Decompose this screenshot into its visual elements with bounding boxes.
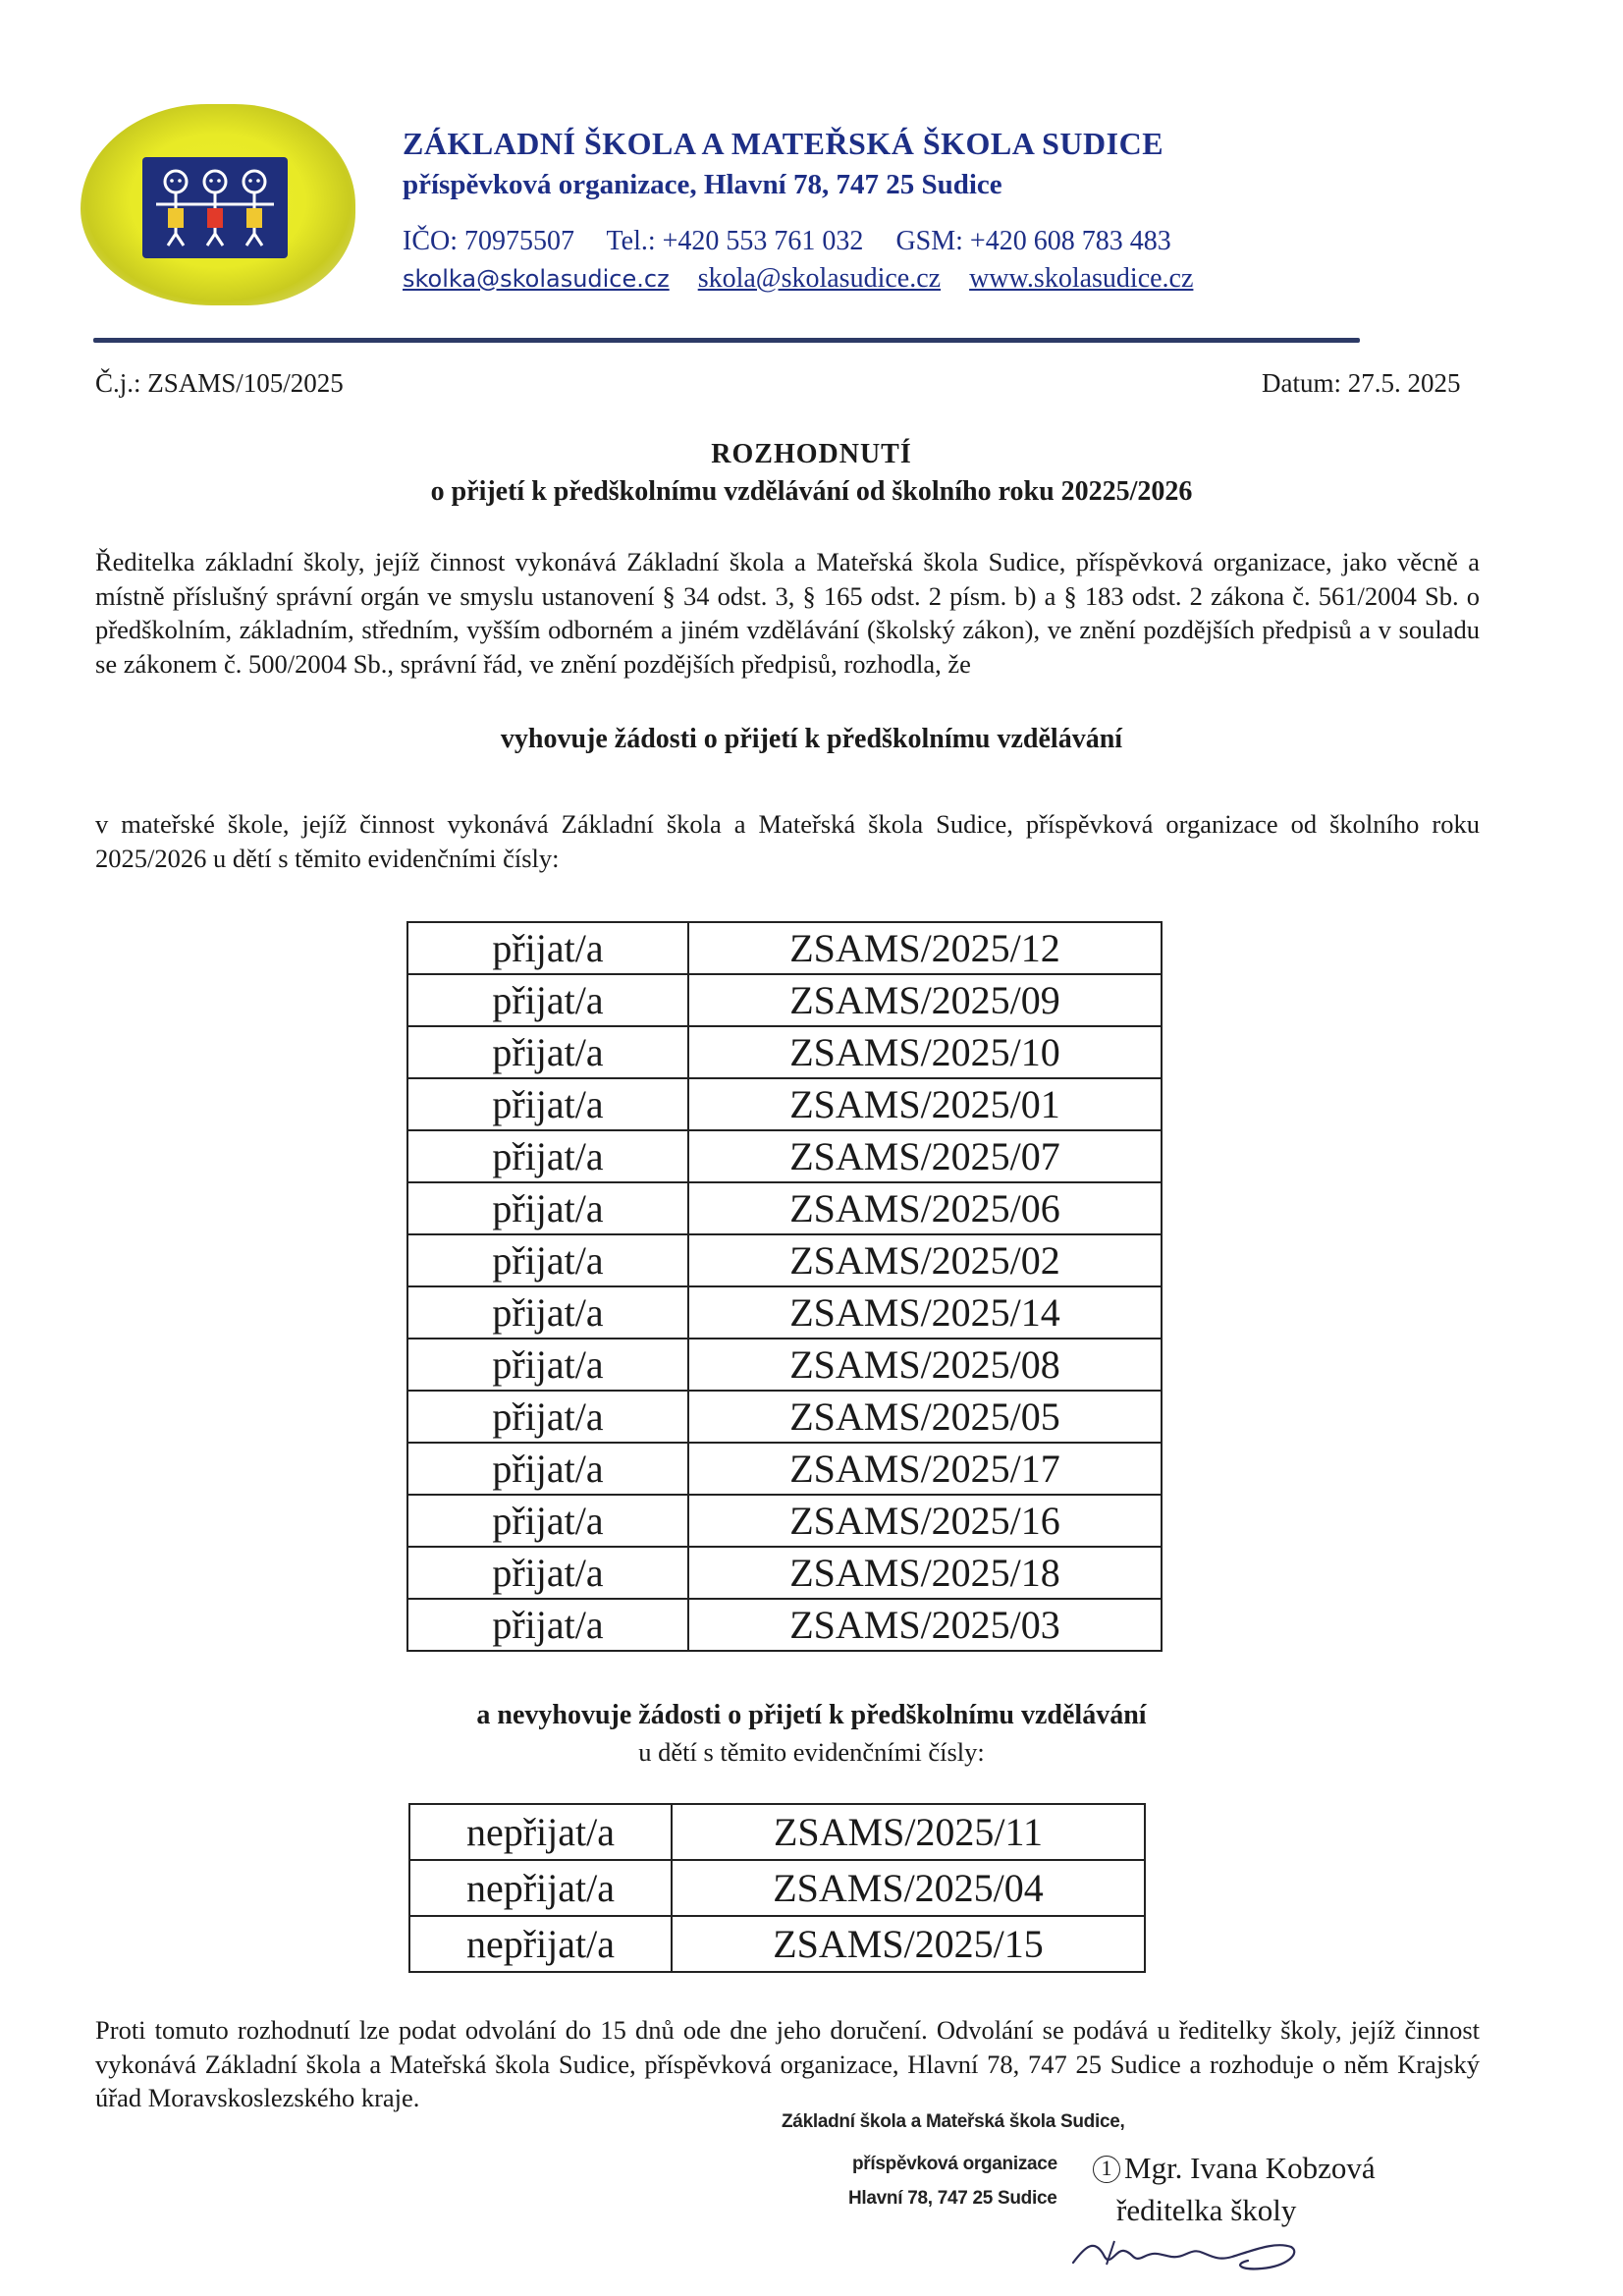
signatory-name xyxy=(1093,2151,1376,2186)
registration-number-cell: ZSAMS/2025/02 xyxy=(688,1234,1162,1286)
registration-number-cell: ZSAMS/2025/04 xyxy=(672,1860,1145,1916)
website-link[interactable]: www.skolasudice.cz xyxy=(969,263,1194,294)
links-row xyxy=(403,263,1215,295)
status-cell: přijat/a xyxy=(407,974,688,1026)
table-row xyxy=(407,1078,1162,1130)
school-name: ZÁKLADNÍ ŠKOLA A MATEŘSKÁ ŠKOLA SUDICE xyxy=(403,126,1164,161)
stamp-line-3: Hlavní 78, 747 25 Sudice xyxy=(848,2188,1057,2209)
registration-number-cell: ZSAMS/2025/03 xyxy=(688,1599,1162,1651)
registration-number-cell: ZSAMS/2025/14 xyxy=(688,1286,1162,1339)
registration-number-cell: ZSAMS/2025/05 xyxy=(688,1391,1162,1443)
registration-number-cell: ZSAMS/2025/16 xyxy=(688,1495,1162,1547)
table-row xyxy=(407,1130,1162,1182)
status-cell: nepřijat/a xyxy=(409,1860,672,1916)
status-cell: přijat/a xyxy=(407,1234,688,1286)
signatory-name-text: Mgr. Ivana Kobzová xyxy=(1124,2151,1376,2185)
appeal-text: Proti tomuto rozhodnutí lze podat odvolání do 15 dnů ode dne jeho doručení. Odvolání se podává u ředitelky školy, jejíž činnost vykonává Základní škola a Mateřská škola Sudice, příspěvková organizace, Hlavní 78, 747 25 Sudice a rozhoduje o něm Krajský úřad Moravskoslezského kraje. xyxy=(95,2015,1480,2112)
table-row xyxy=(407,1391,1162,1443)
document-date: Datum: 27.5. 2025 xyxy=(1262,368,1461,398)
decision-reject-heading: a nevyhovuje žádosti o přijetí k předškolnímu vzdělávání xyxy=(476,1700,1147,1730)
table-row xyxy=(407,1026,1162,1078)
stamp-line-1: Základní škola a Mateřská škola Sudice, xyxy=(782,2111,1125,2132)
signatory-marker: 1 xyxy=(1093,2156,1120,2183)
intro-text: Ředitelka základní školy, jejíž činnost vykonává Základní škola a Mateřská škola Sudice, příspěvková organizace, jako věcně a místně příslušný správní orgán ve smyslu ustanovení § 34 odst. 3, § 165 odst. 2 písm. b) a § 183 odst. 2 zákona č. 561/2004 Sb. o předškolním, základním, středním, vyšším odborném a jiném vzdělávání (školský zákon), ve znění pozdějších předpisů a v souladu se zákonem č. 500/2004 Sb., správní řád, ve znění pozdějších předpisů, rozhodla, že xyxy=(95,547,1480,679)
table-row xyxy=(407,922,1162,974)
registration-number-cell: ZSAMS/2025/12 xyxy=(688,922,1162,974)
table-row xyxy=(407,1443,1162,1495)
email-school-link[interactable]: skola@skolasudice.cz xyxy=(697,263,942,294)
registration-number-cell: ZSAMS/2025/06 xyxy=(688,1182,1162,1234)
status-cell: přijat/a xyxy=(407,1495,688,1547)
contact-row xyxy=(403,226,1197,257)
registration-number-cell: ZSAMS/2025/17 xyxy=(688,1443,1162,1495)
rejected-table xyxy=(408,1803,1146,1973)
table-row xyxy=(407,1547,1162,1599)
signatory-role: ředitelka školy xyxy=(1116,2193,1297,2227)
intro-paragraph xyxy=(95,545,1480,681)
table-row xyxy=(407,1339,1162,1391)
status-cell: přijat/a xyxy=(407,922,688,974)
document-subtitle: o přijetí k předškolnímu vzdělávání od školního roku 20225/2026 xyxy=(430,476,1193,507)
registration-number-cell: ZSAMS/2025/11 xyxy=(672,1804,1145,1860)
accept-text: v mateřské škole, jejíž činnost vykonává Základní škola a Mateřská škola Sudice, příspěvková organizace od školního roku 2025/2026 u dětí s těmito evidenčními čísly: xyxy=(95,809,1480,873)
table-row xyxy=(407,1182,1162,1234)
table-row xyxy=(409,1916,1145,1972)
status-cell: nepřijat/a xyxy=(409,1804,672,1860)
registration-number-cell: ZSAMS/2025/15 xyxy=(672,1916,1145,1972)
table-row xyxy=(407,1234,1162,1286)
decision-accept-heading: vyhovuje žádosti o přijetí k předškolnímu vzdělávání xyxy=(500,724,1123,754)
status-cell: přijat/a xyxy=(407,1286,688,1339)
telephone: Tel.: +420 553 761 032 xyxy=(606,226,864,256)
status-cell: nepřijat/a xyxy=(409,1916,672,1972)
document-title: ROZHODNUTÍ xyxy=(711,439,912,469)
ico-number: IČO: 70975507 xyxy=(403,226,574,256)
handwritten-signature xyxy=(1065,2227,1311,2276)
accepted-table xyxy=(406,921,1163,1652)
status-cell: přijat/a xyxy=(407,1078,688,1130)
status-cell: přijat/a xyxy=(407,1026,688,1078)
table-row xyxy=(409,1804,1145,1860)
status-cell: přijat/a xyxy=(407,1599,688,1651)
status-cell: přijat/a xyxy=(407,1391,688,1443)
registration-number-cell: ZSAMS/2025/09 xyxy=(688,974,1162,1026)
appeal-paragraph xyxy=(95,2013,1480,2115)
status-cell: přijat/a xyxy=(407,1443,688,1495)
table-row xyxy=(407,1495,1162,1547)
table-row xyxy=(409,1860,1145,1916)
children-figures-icon xyxy=(142,157,288,258)
status-cell: přijat/a xyxy=(407,1182,688,1234)
mobile-phone: GSM: +420 608 783 483 xyxy=(895,226,1171,256)
table-row xyxy=(407,974,1162,1026)
stamp-line-2: příspěvková organizace xyxy=(852,2154,1057,2174)
registration-number-cell: ZSAMS/2025/18 xyxy=(688,1547,1162,1599)
table-row xyxy=(407,1286,1162,1339)
reference-number: Č.j.: ZSAMS/105/2025 xyxy=(95,368,344,398)
table-row xyxy=(407,1599,1162,1651)
status-cell: přijat/a xyxy=(407,1130,688,1182)
registration-number-cell: ZSAMS/2025/08 xyxy=(688,1339,1162,1391)
registration-number-cell: ZSAMS/2025/10 xyxy=(688,1026,1162,1078)
registration-number-cell: ZSAMS/2025/01 xyxy=(688,1078,1162,1130)
accept-paragraph xyxy=(95,807,1480,875)
header-divider xyxy=(93,338,1360,343)
email-kindergarten-link[interactable]: skolka@skolasudice.cz xyxy=(403,265,670,293)
status-cell: přijat/a xyxy=(407,1339,688,1391)
registration-number-cell: ZSAMS/2025/07 xyxy=(688,1130,1162,1182)
school-logo xyxy=(142,157,288,258)
status-cell: přijat/a xyxy=(407,1547,688,1599)
school-address: příspěvková organizace, Hlavní 78, 747 25 Sudice xyxy=(403,169,1002,200)
reject-subheading: u dětí s těmito evidenčními čísly: xyxy=(638,1737,985,1767)
